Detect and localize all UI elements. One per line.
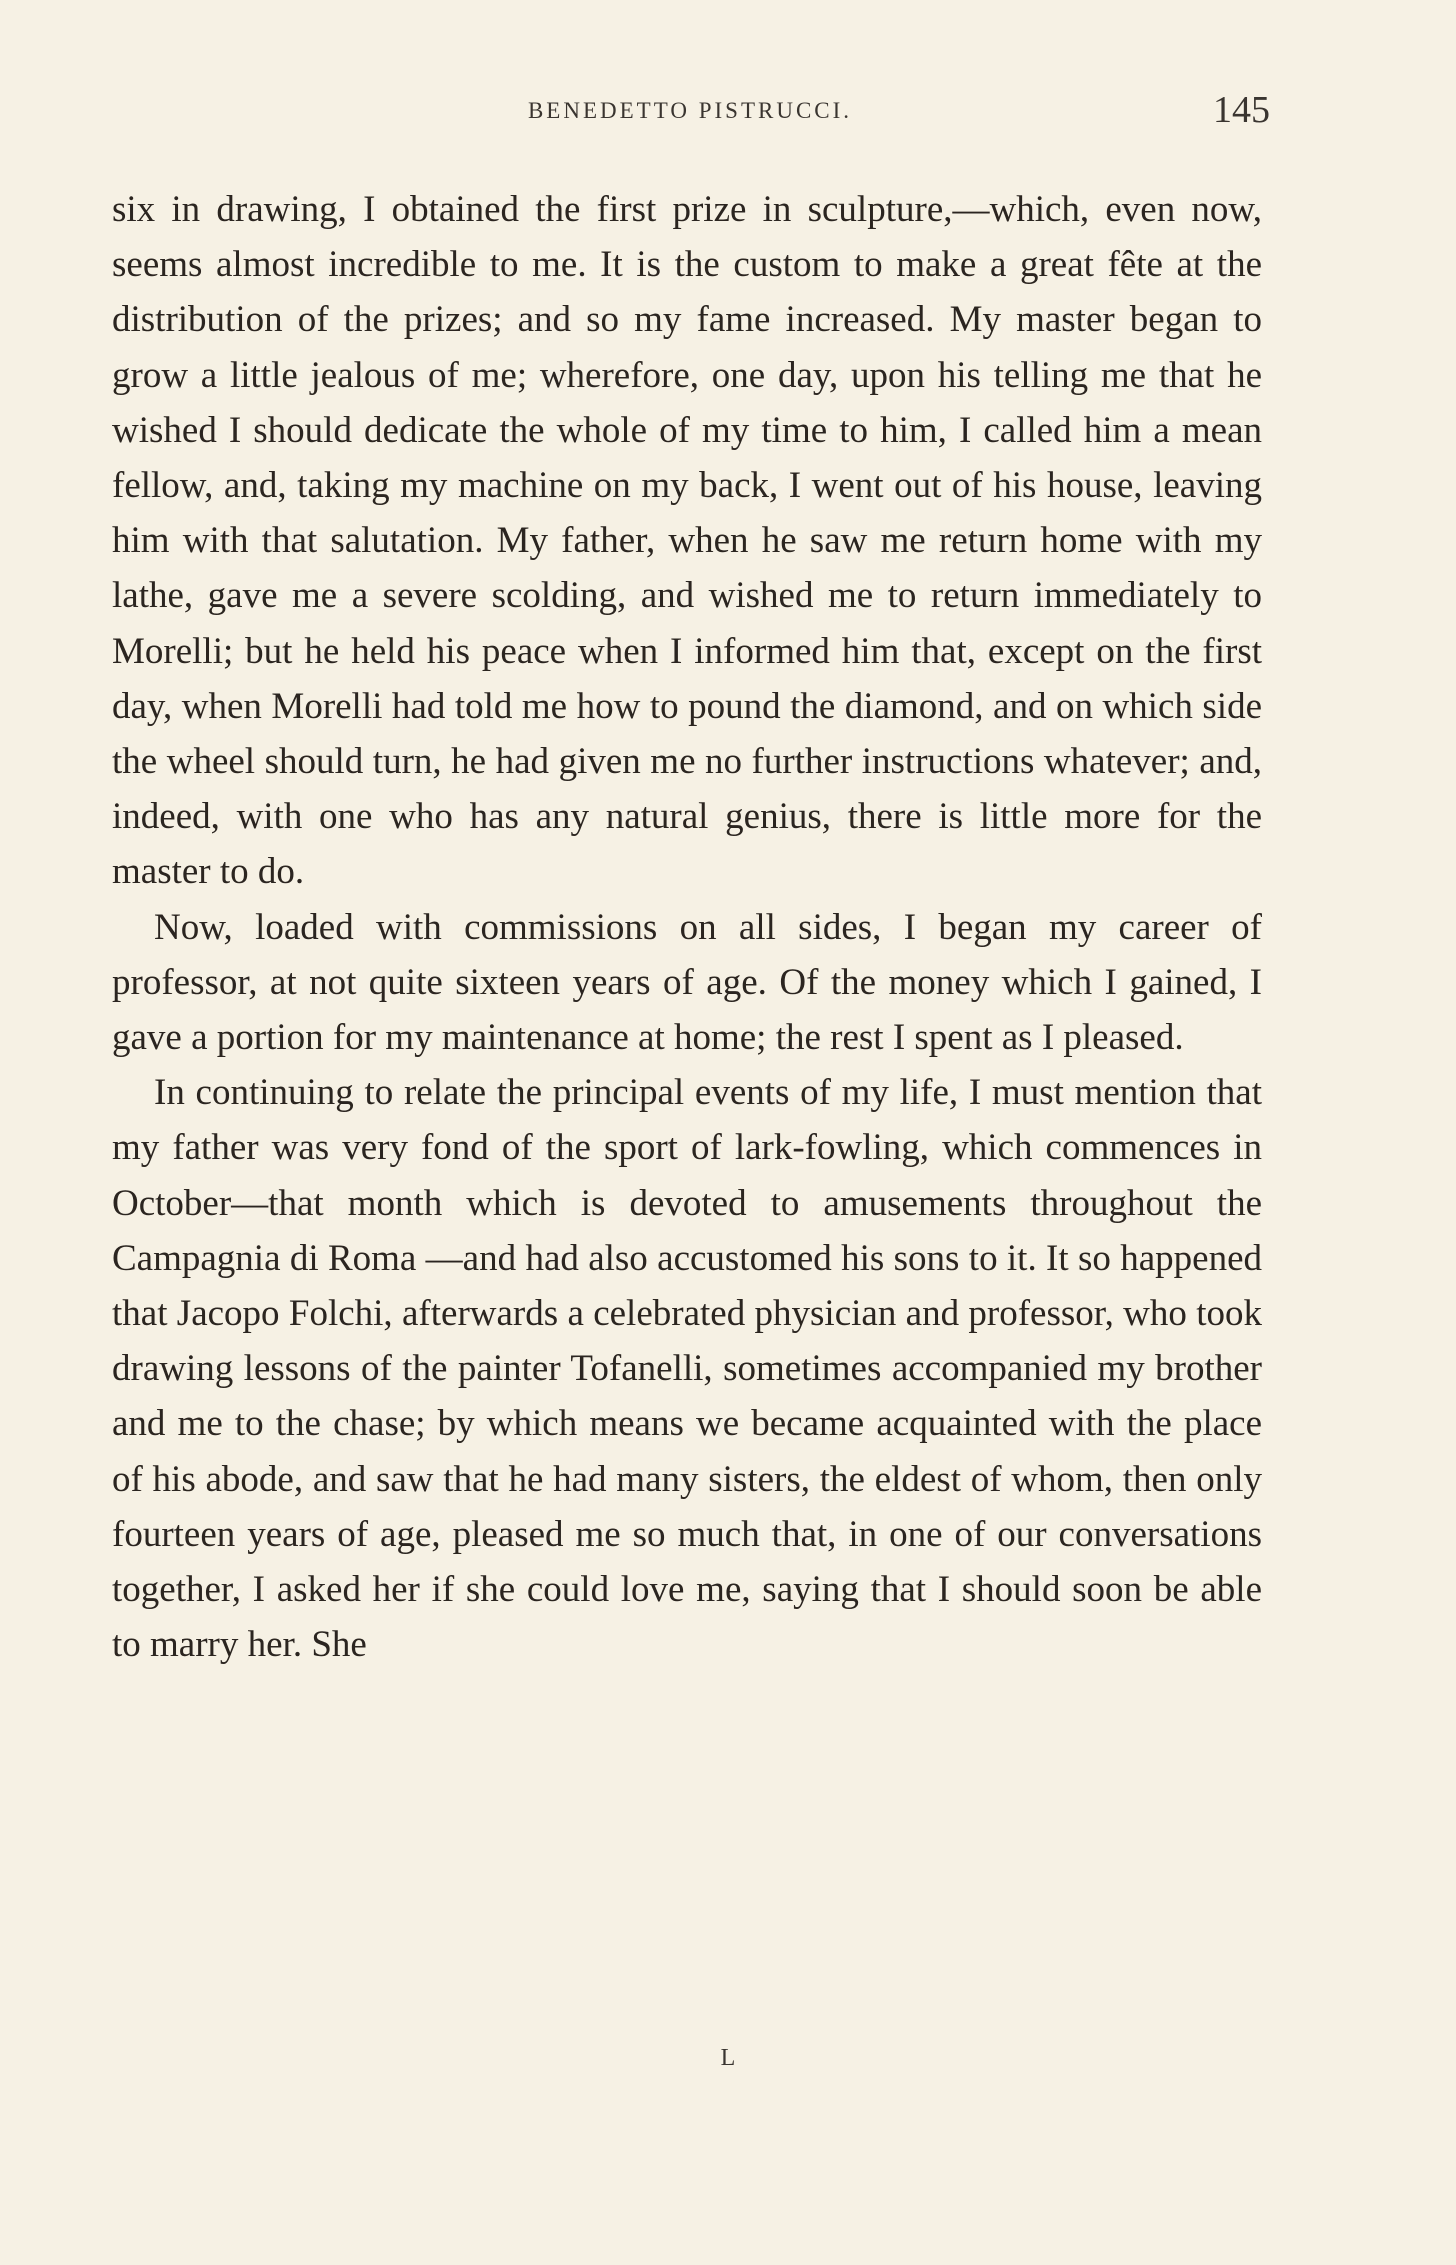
paragraph-2: Now, loaded with commissions on all sides, I began my career of professor, at not quite sixteen years of age. Of the money which I gained, I gave a portion for my maintenance at home; the rest I spent as I pleased. (112, 906, 1262, 1059)
paragraph-1: six in drawing, I obtained the first prize in sculpture,—which, even now, seems almost incredible to me. It is the custom to make a great fête at the distribution of the prizes; and so my fame increased. My master began to grow a little jealous of me; wherefore, one day, upon his telling me that he wished I should dedicate the whole of my time to him, I called him a mean fellow, and, taking my machine on my back, I went out of his house, leaving him with that salutation. My father, when he saw me return home with my lathe, gave me a severe scolding, and wished me to return immediately to Morelli; but he held his peace when I informed him that, except on the first day, when Morelli had told me how to pound the diamond, and on which side the wheel should turn, he had given me no further instructions whatever; and, indeed, with one who has any natural genius, there is little more for the master to do. (112, 189, 1262, 893)
body-text (112, 182, 1262, 1672)
running-header (110, 88, 1270, 138)
signature-mark: L (720, 2045, 736, 2071)
running-title: BENEDETTO PISTRUCCI. (527, 98, 853, 123)
paragraph-3: In continuing to relate the principal events of my life, I must mention that my father was very fond of the sport of lark-fowling, which commences in October—that month which is devoted to amusements throughout the Campagnia di Roma —and had also accustomed his sons to it. It so happened that Jacopo Folchi, afterwards a celebrated physician and professor, who took drawing lessons of the painter Tofanelli, sometimes accompanied my brother and me to the chase; by which means we became acquainted with the place of his abode, and saw that he had many sisters, the eldest of whom, then only fourteen years of age, pleased me so much that, in one of our conversations together, I asked her if she could love me, saying that I should soon be able to marry her. She (112, 1072, 1262, 1666)
page-number: 145 (1213, 89, 1270, 131)
